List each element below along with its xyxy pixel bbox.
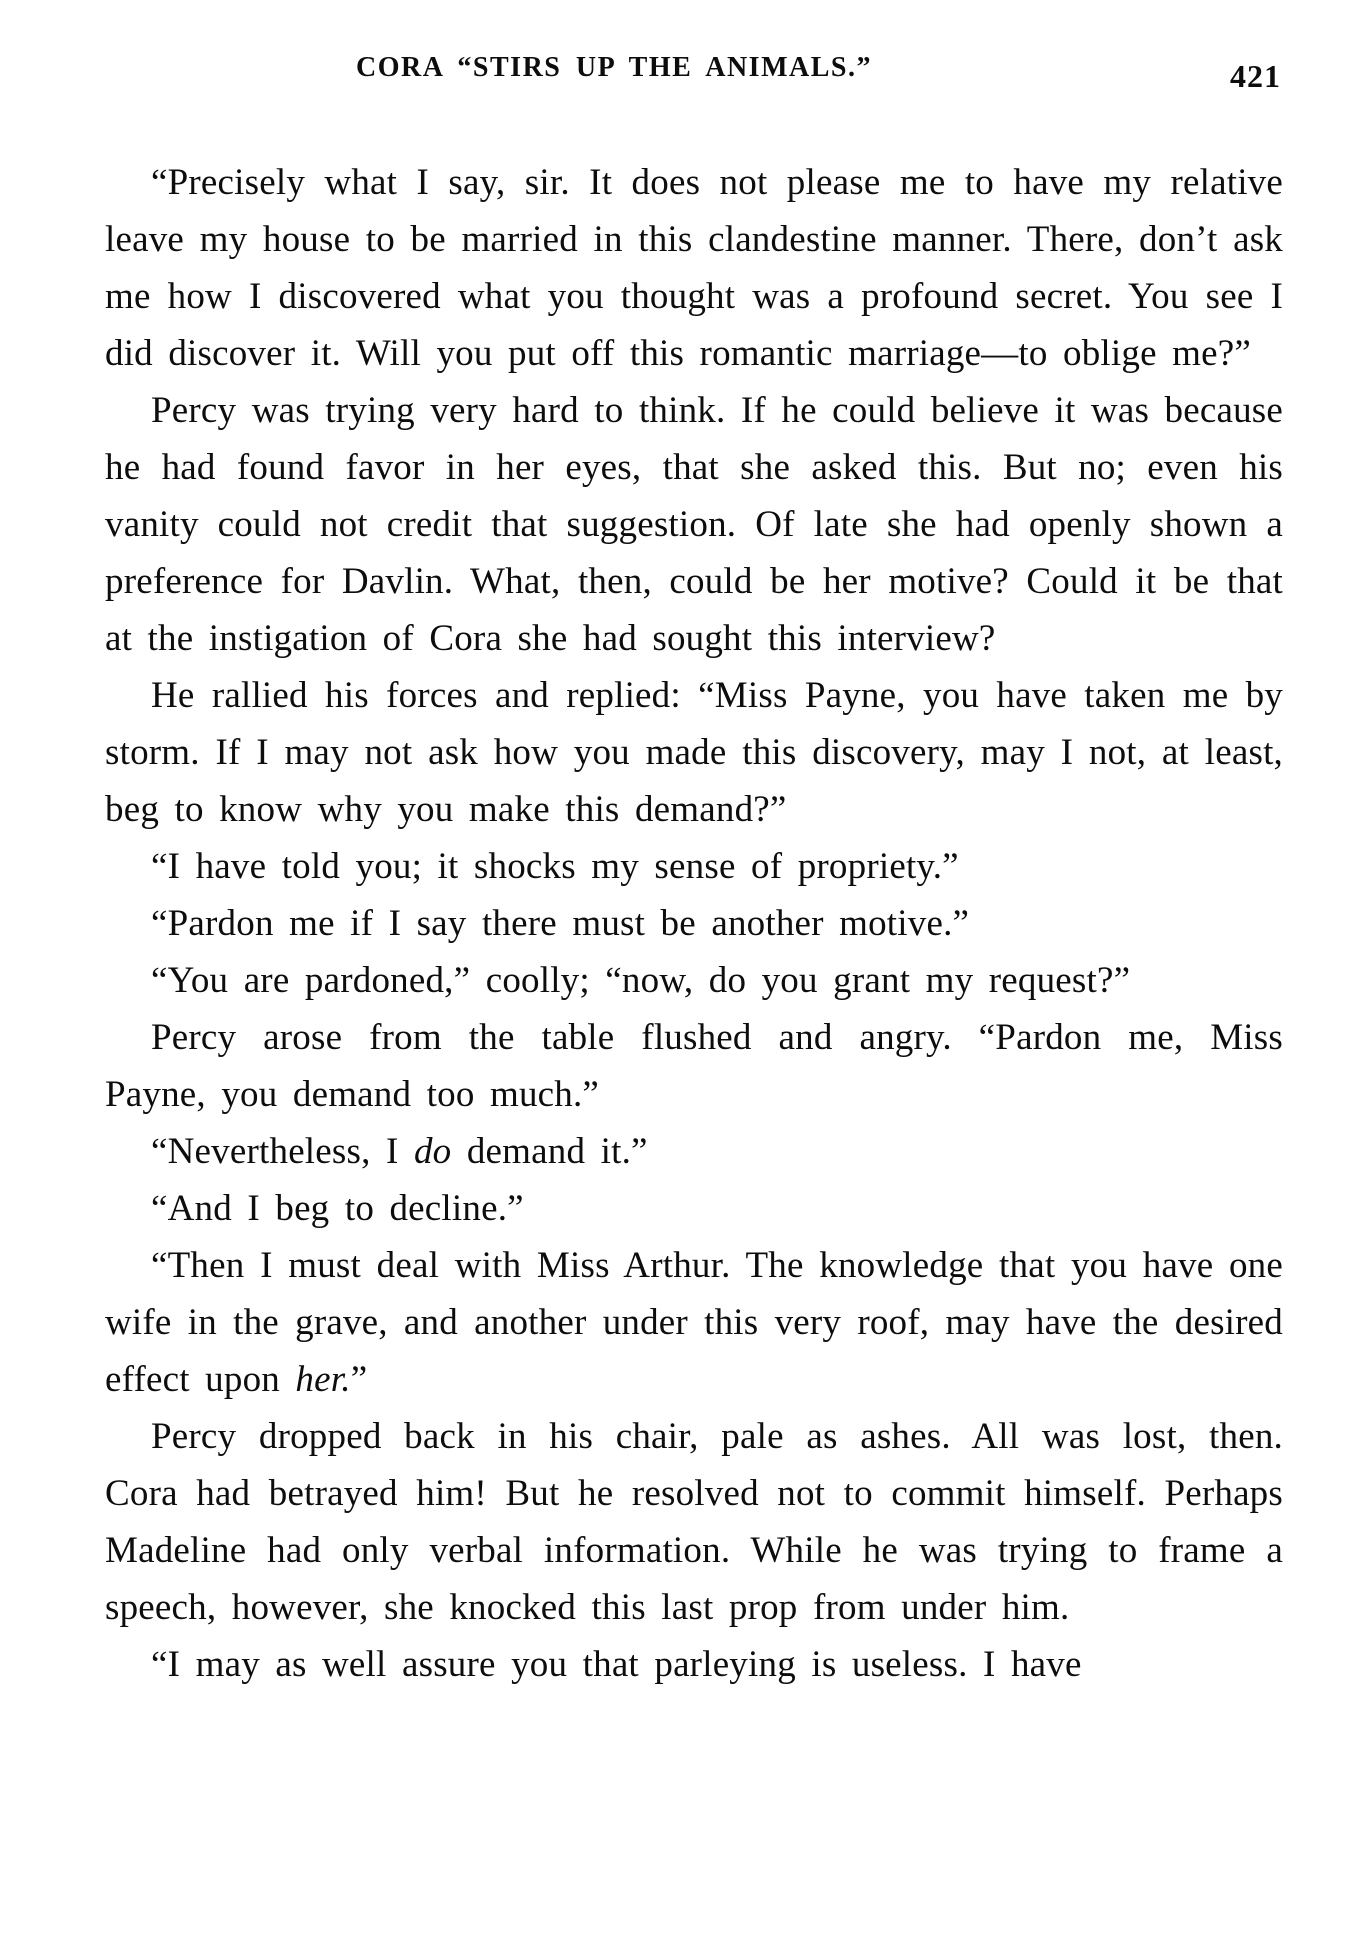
paragraph (105, 895, 1283, 952)
text-segment: Percy arose from the table flushed and angry. “Pardon me, Miss Payne, you demand too much.” (105, 1017, 1283, 1115)
text-segment: “Pardon me if I say there must be another motive.” (151, 903, 970, 944)
paragraph (105, 1636, 1283, 1693)
paragraph (105, 838, 1283, 895)
page-number: 421 (1230, 58, 1281, 94)
text-segment: “Then I must deal with Miss Arthur. The knowledge that you have one wife in the grave, and another under this very roof, may have the desired effect upon (105, 1245, 1283, 1400)
paragraph (105, 1180, 1283, 1237)
text-segment: He rallied his forces and replied: “Miss Payne, you have taken me by storm. If I may not ask how you made this discovery, may I not, at least, beg to know why you make this demand?” (105, 675, 1283, 830)
text-segment: “I may as well assure you that parleying is useless. I have (151, 1644, 1082, 1685)
paragraph (105, 1009, 1283, 1123)
text-segment: ” (350, 1359, 368, 1400)
page-header (105, 52, 1283, 112)
text-segment: “I have told you; it shocks my sense of propriety.” (151, 846, 959, 887)
paragraph (105, 382, 1283, 667)
text-segment: “Nevertheless, I (151, 1131, 414, 1172)
paragraph (105, 1237, 1283, 1408)
text-segment: Percy was trying very hard to think. If he could believe it was because he had found favor in her eyes, that she asked this. But no; even his vanity could not credit that suggestion. Of late she had openly shown a preference for Davlin. What, then, could be her motive? Could it be that at the instigation of Cora she had sought this interview? (105, 390, 1283, 659)
paragraph (105, 667, 1283, 838)
italic-text: do (413, 1131, 452, 1172)
text-segment: “Precisely what I say, sir. It does not please me to have my relative leave my house to be married in this clandestine manner. There, don’t ask me how I discovered what you thought was a profound secret. You see I did discover it. Will you put off this romantic marriage—to oblige me?” (105, 162, 1283, 374)
paragraph (105, 1408, 1283, 1636)
text-segment: “And I beg to decline.” (151, 1188, 524, 1229)
italic-text: her. (295, 1359, 351, 1400)
text-segment: Percy dropped back in his chair, pale as ashes. All was lost, then. Cora had betrayed him! But he resolved not to commit himself. Perhaps Madeline had only verbal information. While he was trying to frame a speech, however, she knocked this last prop from under him. (105, 1416, 1283, 1628)
paragraph (105, 952, 1283, 1009)
paragraph (105, 1123, 1283, 1180)
running-title: CORA “STIRS UP THE ANIMALS.” (356, 52, 872, 83)
text-block (105, 154, 1283, 1693)
text-segment: “You are pardoned,” coolly; “now, do you grant my request?” (151, 960, 1131, 1001)
text-segment: demand it.” (451, 1131, 648, 1172)
paragraph (105, 154, 1283, 382)
